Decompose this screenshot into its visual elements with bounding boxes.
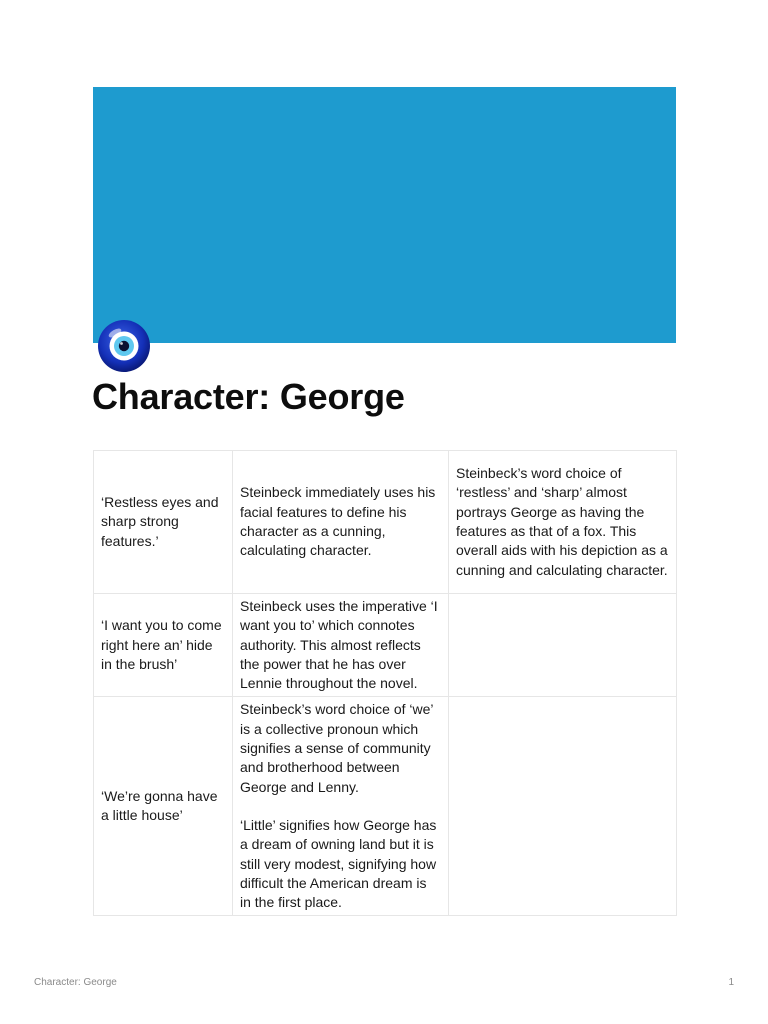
cover-image — [93, 87, 676, 343]
table-row — [94, 594, 677, 697]
table-row — [94, 451, 677, 594]
page-number: 1 — [728, 977, 734, 988]
analysis-cell — [233, 451, 449, 594]
quote-cell: ‘Restless eyes and sharp strong features.’ — [94, 451, 233, 594]
analysis-paragraph: Steinbeck immediately uses his facial features to define his character as a cunning, calculating character. — [240, 484, 436, 559]
effect-cell: Steinbeck’s word choice of ‘restless’ and ‘sharp’ almost portrays George as having the features as that of a fox. This overall aids with his depiction as a cunning and calculating character. — [449, 451, 677, 594]
analysis-paragraph: ‘Little’ signifies how George has a dream of owning land but it is still very modest, signifying how difficult the American dream is in the first place. — [240, 816, 437, 911]
quote-cell: ‘I want you to come right here an’ hide in the brush’ — [94, 594, 233, 697]
analysis-cell — [233, 594, 449, 697]
analysis-table — [93, 450, 677, 916]
analysis-paragraph: Steinbeck’s word choice of ‘we’ is a collective pronoun which signifies a sense of community and brotherhood between George and Lenny. — [240, 701, 433, 795]
analysis-paragraph: Steinbeck uses the imperative ‘I want you to’ which connotes authority. This almost reflects the power that he has over Lennie throughout the novel. — [240, 598, 438, 692]
footer-title: Character: George — [34, 977, 117, 988]
table-row — [94, 697, 677, 916]
evil-eye-icon — [97, 319, 151, 373]
effect-cell — [449, 594, 677, 697]
effect-cell — [449, 697, 677, 916]
analysis-cell — [233, 697, 449, 916]
page-title: Character: George — [92, 376, 405, 417]
quote-cell: ‘We’re gonna have a little house’ — [94, 697, 233, 916]
